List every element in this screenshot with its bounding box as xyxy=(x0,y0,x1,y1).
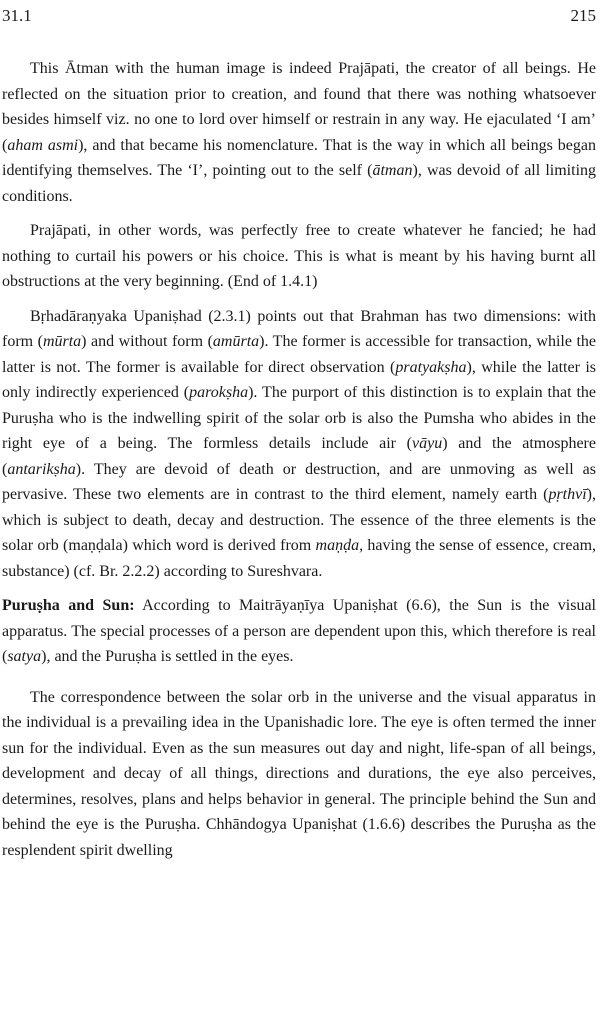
italic-term: parokṣha xyxy=(189,384,249,401)
text-run: ) and without form ( xyxy=(81,333,213,350)
italic-term: antarikṣha xyxy=(7,460,76,478)
paragraph-prajapati-freedom xyxy=(2,218,596,295)
italic-term: mūrta xyxy=(42,333,82,350)
paragraph-brahman-dimensions xyxy=(2,304,596,585)
text-run: Prajāpati, in other words, was perfectly free to create whatever he fancied; he had nothing to curtail his powers or his choice. This is what is meant by his having burnt all obstructions at the very beginning. (End of 1.4.1) xyxy=(2,222,596,290)
italic-term: amūrta xyxy=(212,333,260,350)
text-run: According to Maitrāyaṇīya Upaniṣhat (6.6), the Sun is the visual apparatus. The special processes of a person are dependent upon this, which therefore is real ( xyxy=(2,597,596,665)
text-run: ) and the atmosphere ( xyxy=(2,435,596,478)
paragraph-atman-prajapati xyxy=(2,56,596,209)
text-run: The correspondence between the solar orb in the universe and the visual apparatus in the individual is a prevailing idea in the Upanishadic lore. The eye is often termed the inner sun for the individual. Even as the sun measures out day and night, life-span of all beings, development and decay of all things, directions and durations, the eye also perceives, determines, resolves, plans and helps behavior in general. The principle behind the Sun and behind the eye is the Puruṣha. Chhāndogya Upaniṣhat (1.6.6) describes the Puruṣha as the resplendent spirit dwelling xyxy=(2,688,596,859)
text-run: ). The former is accessible for transaction, while the latter is not. The former is available for direct observation ( xyxy=(2,333,597,376)
text-run: ), was devoid of all limiting conditions. xyxy=(2,162,597,205)
italic-term: pṛthvī xyxy=(548,486,587,503)
page-number: 215 xyxy=(570,6,596,25)
section-heading: Puruṣha and Sun: xyxy=(2,597,135,614)
italic-term: pratyakṣha xyxy=(395,358,467,376)
italic-term: vāyu xyxy=(412,435,443,452)
text-run: ). They are devoid of death or destruction, and are unmoving as well as pervasive. These two elements are in contrast to the third element, namely earth ( xyxy=(2,460,596,503)
text-run: having the sense of essence, cream, substance) (cf. Br. 2.2.2) according to Sureshvara. xyxy=(2,537,597,580)
italic-term: maṇḍa, xyxy=(315,537,364,554)
text-run: ), and that became his nomenclature. That is the way in which all beings began identifying themselves. The ‘I’, pointing out to the self ( xyxy=(2,136,597,179)
body-text xyxy=(2,56,596,863)
text-run: ), while the latter is only indirectly experienced ( xyxy=(2,358,596,401)
text-run: Bṛhadāraṇyaka Upaniṣhad (2.3.1) points out that Brahman has two dimensions: with form ( xyxy=(2,307,596,350)
text-run: ), which is subject to death, decay and destruction. The essence of the three elements is the solar orb (maṇḍala) which word is derived from xyxy=(2,486,596,554)
running-header xyxy=(2,6,596,32)
paragraph-solar-orb-eye xyxy=(2,685,596,864)
italic-term: satya xyxy=(7,648,42,665)
italic-term: aham asmi xyxy=(7,136,79,154)
paragraph-purusha-and-sun xyxy=(2,593,596,670)
section-number: 31.1 xyxy=(2,6,32,25)
text-run: ). The purport of this distinction is to explain that the Puruṣha who is the indwelling spirit of the solar orb is also the Pumsha who abides in the right eye of a being. The formless details include air ( xyxy=(2,384,597,452)
text-run: This Ātman with the human image is indeed Prajāpati, the creator of all beings. He reflected on the situation prior to creation, and found that there was nothing whatsoever besides himself viz. no one to lord over himself or restrain in any way. He ejaculated ‘I am’ ( xyxy=(2,60,596,154)
italic-term: ātman xyxy=(372,162,413,179)
text-run: ), and the Puruṣha is settled in the eyes. xyxy=(41,648,294,665)
